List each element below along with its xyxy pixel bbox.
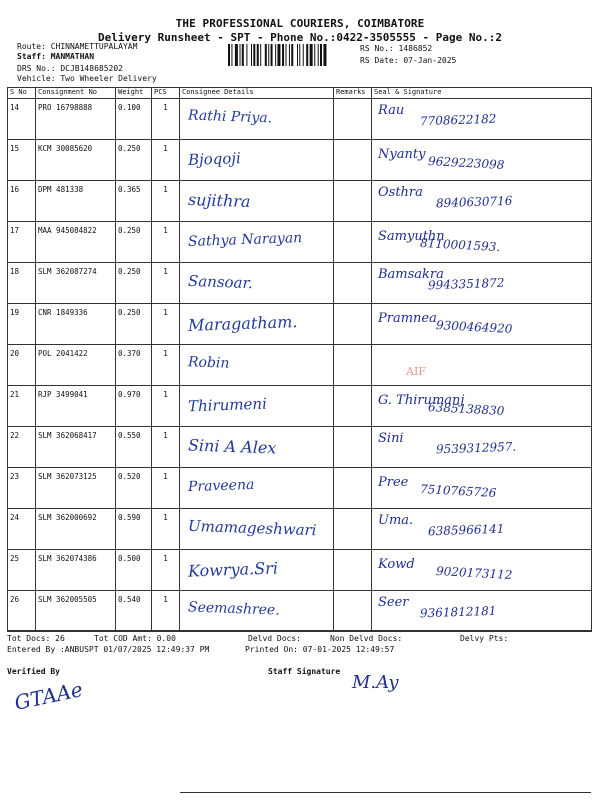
recipient-phone: 9361812181: [419, 603, 497, 621]
sno-value: 24: [10, 513, 20, 522]
sno-value: 14: [10, 103, 20, 112]
recipient-signature: Pramnea: [378, 311, 437, 326]
seal-signature-cell: [372, 181, 592, 222]
col-sno: S No: [8, 88, 36, 99]
route-label: Route: CHINNAMETTUPALAYAM: [17, 42, 138, 51]
weight-cell: [116, 99, 152, 140]
seal-signature-cell: [372, 386, 592, 427]
table-row: [8, 427, 592, 468]
sno-value: 17: [10, 226, 20, 235]
pcs-cell: [152, 263, 180, 304]
recipient-signature: Kowd: [378, 557, 415, 572]
weight-cell: [116, 550, 152, 591]
pcs-cell: [152, 427, 180, 468]
recipient-phone: 6385138830: [427, 400, 505, 418]
consignment-number: SLM 362074386: [38, 554, 97, 563]
weight-value: 0.250: [118, 267, 141, 276]
consignment-number: POL 2041422: [38, 349, 88, 358]
remarks-cell: [334, 140, 372, 181]
rs-date: RS Date: 07-Jan-2025: [360, 56, 457, 65]
consignment-number: MAA 945084822: [38, 226, 97, 235]
consignment-number: RJP 3499041: [38, 390, 88, 399]
total-docs: Tot Docs: 26: [7, 634, 65, 643]
sno-value: 22: [10, 431, 20, 440]
consignment-number: SLM 362005505: [38, 595, 97, 604]
pcs-cell: [152, 550, 180, 591]
consignment-number: SLM 362073125: [38, 472, 97, 481]
remarks-cell: [334, 427, 372, 468]
pcs-cell: [152, 386, 180, 427]
table-row: [8, 386, 592, 427]
staff-signature: M.Ay: [352, 672, 399, 693]
consignment-cell: [36, 140, 116, 181]
recipient-signature: Nyanty: [378, 147, 426, 162]
seal-signature-cell: [372, 468, 592, 509]
pcs-value: 1: [163, 513, 168, 522]
col-pcs: PCS: [152, 88, 180, 99]
weight-value: 0.970: [118, 390, 141, 399]
sno-cell: [8, 591, 36, 632]
pcs-value: 1: [163, 185, 168, 194]
recipient-signature: Rau: [378, 103, 405, 118]
verified-by-label: Verified By: [7, 667, 60, 676]
weight-value: 0.370: [118, 349, 141, 358]
col-weight: Weight: [116, 88, 152, 99]
document-title: THE PROFESSIONAL COURIERS, COIMBATORE: [175, 17, 425, 30]
weight-value: 0.520: [118, 472, 141, 481]
col-seal-signature: Seal & Signature: [372, 88, 592, 99]
weight-cell: [116, 263, 152, 304]
consignee-handwritten-name: Sansoar.: [187, 271, 254, 293]
sno-value: 21: [10, 390, 20, 399]
pcs-value: 1: [163, 390, 168, 399]
pcs-value: 1: [163, 144, 168, 153]
seal-signature-cell: [372, 99, 592, 140]
col-remarks: Remarks: [334, 88, 372, 99]
remarks-cell: [334, 550, 372, 591]
sno-value: 25: [10, 554, 20, 563]
sno-cell: [8, 181, 36, 222]
pcs-value: 1: [163, 472, 168, 481]
pcs-cell: [152, 345, 180, 386]
consignee-handwritten-name: Maragatham.: [187, 312, 298, 335]
pcs-value: 1: [163, 431, 168, 440]
pcs-value: 1: [163, 267, 168, 276]
consignment-number: SLM 362068417: [38, 431, 97, 440]
entered-by: Entered By :ANBUSPT 01/07/2025 12:49:37 PM: [7, 645, 210, 654]
consignment-cell: [36, 591, 116, 632]
table-row: [8, 263, 592, 304]
weight-cell: [116, 181, 152, 222]
recipient-phone: 9943351872: [427, 275, 505, 293]
col-consignee: Consignee Details: [180, 88, 334, 99]
recipient-phone: 9629223098: [427, 154, 505, 172]
consignment-cell: [36, 181, 116, 222]
consignee-handwritten-name: Umamageshwari: [187, 516, 317, 540]
pcs-cell: [152, 304, 180, 345]
consignee-handwritten-name: Bjoqoji: [187, 149, 242, 169]
consignee-cell: [180, 468, 334, 509]
table-header-row: [8, 88, 592, 99]
consignee-cell: [180, 263, 334, 304]
weight-value: 0.550: [118, 431, 141, 440]
consignee-handwritten-name: Rathi Priya.: [187, 107, 273, 127]
recipient-signature: Seer: [378, 595, 409, 610]
col-consignment: Consignment No: [36, 88, 116, 99]
pcs-value: 1: [163, 308, 168, 317]
table-row: [8, 468, 592, 509]
consignment-cell: [36, 222, 116, 263]
sno-cell: [8, 468, 36, 509]
seal-signature-cell: [372, 345, 592, 386]
sno-value: 15: [10, 144, 20, 153]
table-row: [8, 140, 592, 181]
weight-value: 0.250: [118, 308, 141, 317]
table-row: [8, 181, 592, 222]
consignment-number: SLM 362087274: [38, 267, 97, 276]
pcs-value: 1: [163, 554, 168, 563]
consignment-number: KCM 30085620: [38, 144, 93, 153]
remarks-cell: [334, 468, 372, 509]
consignee-handwritten-name: Sathya Narayan: [187, 230, 303, 250]
verified-signature: GTAAe: [12, 677, 85, 715]
recipient-phone: 9300464920: [435, 318, 513, 336]
seal-signature-cell: [372, 140, 592, 181]
pcs-value: 1: [163, 349, 168, 358]
seal-stamp: AIF: [406, 365, 426, 378]
pcs-cell: [152, 468, 180, 509]
consignee-cell: [180, 99, 334, 140]
remarks-cell: [334, 181, 372, 222]
weight-cell: [116, 140, 152, 181]
recipient-signature: Bamsakra: [378, 267, 444, 282]
printed-on: Printed On: 07-01-2025 12:49:57: [245, 645, 395, 654]
seal-signature-cell: [372, 263, 592, 304]
consignee-cell: [180, 181, 334, 222]
consignee-cell: [180, 386, 334, 427]
weight-value: 0.540: [118, 595, 141, 604]
recipient-phone: 9539312957.: [435, 439, 517, 457]
consignment-cell: [36, 263, 116, 304]
recipient-signature: Samyuthn: [378, 229, 445, 244]
seal-signature-cell: [372, 222, 592, 263]
recipient-signature: G. Thirumanj: [378, 393, 465, 408]
consignee-handwritten-name: Kowrya.Sri: [187, 558, 279, 581]
sno-value: 19: [10, 308, 20, 317]
sno-value: 26: [10, 595, 20, 604]
seal-signature-cell: [372, 550, 592, 591]
weight-cell: [116, 345, 152, 386]
runsheet-table: [7, 87, 592, 632]
consignment-cell: [36, 509, 116, 550]
recipient-signature: Osthra: [378, 185, 423, 200]
weight-cell: [116, 222, 152, 263]
remarks-cell: [334, 386, 372, 427]
consignee-cell: [180, 591, 334, 632]
weight-cell: [116, 591, 152, 632]
sno-cell: [8, 222, 36, 263]
barcode-graphic: [228, 44, 352, 66]
weight-cell: [116, 386, 152, 427]
seal-signature-cell: [372, 304, 592, 345]
remarks-cell: [334, 263, 372, 304]
consignment-number: CNR 1849336: [38, 308, 88, 317]
sno-cell: [8, 386, 36, 427]
consignee-cell: [180, 222, 334, 263]
consignee-handwritten-name: Praveena: [187, 476, 255, 496]
pcs-cell: [152, 99, 180, 140]
consignment-cell: [36, 99, 116, 140]
consignee-cell: [180, 550, 334, 591]
consignee-handwritten-name: Robin: [187, 354, 230, 372]
consignee-cell: [180, 427, 334, 468]
weight-value: 0.250: [118, 144, 141, 153]
recipient-phone: 7708622182: [419, 111, 497, 129]
sno-value: 23: [10, 472, 20, 481]
sno-value: 16: [10, 185, 20, 194]
document-subtitle: Delivery Runsheet - SPT - Phone No.:0422-3505555 - Page No.:2: [98, 31, 502, 44]
weight-cell: [116, 427, 152, 468]
weight-value: 0.100: [118, 103, 141, 112]
pcs-cell: [152, 509, 180, 550]
rs-number: RS No.: 1486852: [360, 44, 433, 53]
consignee-handwritten-name: Sini A Alex: [187, 435, 277, 458]
table-row: [8, 550, 592, 591]
consignment-cell: [36, 386, 116, 427]
sno-value: 18: [10, 267, 20, 276]
remarks-cell: [334, 99, 372, 140]
consignment-cell: [36, 468, 116, 509]
total-cod: Tot COD Amt: 0.00: [94, 634, 176, 643]
pcs-value: 1: [163, 226, 168, 235]
vehicle-label: Vehicle: Two Wheeler Delivery: [17, 74, 157, 83]
weight-cell: [116, 509, 152, 550]
recipient-phone: 7510765726: [419, 482, 497, 500]
table-row: [8, 99, 592, 140]
consignment-cell: [36, 550, 116, 591]
recipient-phone: 6385966141: [427, 521, 505, 539]
remarks-cell: [334, 345, 372, 386]
consignee-handwritten-name: sujithra: [187, 189, 251, 212]
weight-value: 0.590: [118, 513, 141, 522]
recipient-phone: 8110001593.: [419, 235, 501, 255]
consignee-handwritten-name: Seemashree.: [187, 599, 280, 619]
sno-cell: [8, 304, 36, 345]
recipient-signature: Pree: [378, 475, 409, 490]
delivered-docs: Delvd Docs:: [248, 634, 301, 643]
consignment-cell: [36, 345, 116, 386]
sno-cell: [8, 550, 36, 591]
weight-value: 0.500: [118, 554, 141, 563]
sno-cell: [8, 509, 36, 550]
seal-signature-cell: [372, 591, 592, 632]
sno-value: 20: [10, 349, 20, 358]
recipient-signature: Uma.: [378, 513, 414, 528]
table-row: [8, 222, 592, 263]
consignee-handwritten-name: Thirumeni: [187, 394, 268, 416]
pcs-cell: [152, 140, 180, 181]
table-row: [8, 509, 592, 550]
delivery-points: Delvy Pts:: [460, 634, 509, 643]
recipient-phone: 9020173112: [435, 564, 513, 582]
consignee-cell: [180, 345, 334, 386]
weight-cell: [116, 304, 152, 345]
drs-number: DRS No.: DCJB148685202: [17, 64, 123, 73]
consignee-cell: [180, 304, 334, 345]
table-row: [8, 304, 592, 345]
sno-cell: [8, 99, 36, 140]
staff-label: Staff: MANMATHAN: [17, 52, 95, 61]
consignment-cell: [36, 304, 116, 345]
consignment-number: PRO 16798888: [38, 103, 93, 112]
remarks-cell: [334, 222, 372, 263]
sno-cell: [8, 427, 36, 468]
pcs-cell: [152, 222, 180, 263]
table-row: [8, 591, 592, 632]
consignee-cell: [180, 509, 334, 550]
weight-value: 0.250: [118, 226, 141, 235]
remarks-cell: [334, 509, 372, 550]
pcs-cell: [152, 181, 180, 222]
consignment-cell: [36, 427, 116, 468]
sno-cell: [8, 140, 36, 181]
staff-signature-label: Staff Signature: [268, 667, 341, 676]
consignee-cell: [180, 140, 334, 181]
remarks-cell: [334, 591, 372, 632]
sno-cell: [8, 263, 36, 304]
non-delivered-docs: Non Delvd Docs:: [330, 634, 403, 643]
seal-signature-cell: [372, 427, 592, 468]
consignment-number: SLM 362000692: [38, 513, 97, 522]
remarks-cell: [334, 304, 372, 345]
recipient-signature: Sini: [378, 431, 404, 446]
weight-value: 0.365: [118, 185, 141, 194]
table-row: [8, 345, 592, 386]
pcs-cell: [152, 591, 180, 632]
weight-cell: [116, 468, 152, 509]
sno-cell: [8, 345, 36, 386]
consignment-number: DPM 481338: [38, 185, 84, 194]
recipient-phone: 8940630716: [435, 193, 513, 211]
pcs-value: 1: [163, 595, 168, 604]
pcs-value: 1: [163, 103, 168, 112]
seal-signature-cell: [372, 509, 592, 550]
